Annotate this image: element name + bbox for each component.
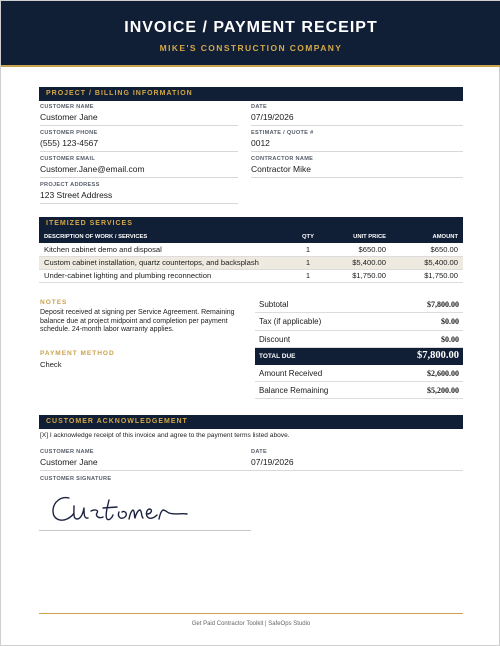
payment-method-value: Check: [40, 360, 62, 369]
row-description: Custom cabinet installation, quartz countertops, and backsplash: [39, 256, 293, 269]
row-amount: $5,400.00: [391, 256, 463, 269]
amount-received-label: Amount Received: [259, 368, 323, 378]
contractor-name-field: [251, 156, 463, 178]
ack-date-label: DATE: [251, 449, 268, 455]
ack-customer-name-label: CUSTOMER NAME: [40, 449, 94, 455]
footer-text: Get Paid Contractor Toolkit | SafeOps Studio: [191, 621, 311, 627]
signature-label-field: [40, 476, 240, 482]
amount-received-value: $2,600.00: [427, 368, 459, 378]
row-description: Kitchen cabinet demo and disposal: [39, 243, 293, 256]
balance-value: $5,200.00: [427, 386, 459, 396]
estimate-value: 0012: [251, 138, 270, 148]
customer-name-value: Customer Jane: [40, 112, 98, 122]
divider: [40, 177, 238, 178]
table-row: [39, 243, 463, 256]
customer-phone-value: (555) 123-4567: [40, 138, 99, 148]
acknowledgement-text: [X] I acknowledge receipt of this invoice and agree to the payment terms listed above.: [40, 432, 290, 439]
project-address-label: PROJECT ADDRESS: [40, 182, 100, 188]
tax-label: Tax (if applicable): [259, 317, 322, 327]
subtotal-row: [255, 296, 463, 313]
row-amount: $650.00: [391, 243, 463, 256]
table-header-row: [39, 231, 463, 243]
invoice-header: [1, 1, 500, 67]
customer-name-label: CUSTOMER NAME: [40, 104, 94, 110]
divider: [251, 151, 463, 152]
row-unit-price: $650.00: [323, 243, 391, 256]
contractor-name-label: CONTRACTOR NAME: [251, 156, 314, 162]
invoice-title: INVOICE / PAYMENT RECEIPT: [124, 19, 378, 36]
signature-label: CUSTOMER SIGNATURE: [40, 476, 112, 482]
tax-value: $0.00: [441, 317, 459, 327]
balance-label: Balance Remaining: [259, 386, 329, 396]
customer-email-label: CUSTOMER EMAIL: [40, 156, 96, 162]
col-amount: AMOUNT: [391, 231, 463, 243]
subtotal-label: Subtotal: [259, 300, 289, 309]
discount-value: $0.00: [441, 334, 459, 344]
total-due-value: $7,800.00: [417, 349, 459, 361]
row-unit-price: $1,750.00: [323, 269, 391, 282]
billing-section-header: PROJECT / BILLING INFORMATION: [39, 87, 463, 101]
estimate-field: [251, 130, 463, 152]
balance-row: [255, 382, 463, 399]
ack-customer-name-value: Customer Jane: [40, 457, 98, 467]
row-qty: 1: [293, 256, 323, 269]
footer-divider: [39, 613, 463, 614]
project-address-value: 123 Street Address: [40, 190, 113, 200]
payment-method-label: PAYMENT METHOD: [40, 350, 115, 357]
table-row: [39, 269, 463, 282]
customer-name-field: [40, 104, 238, 126]
amount-received-row: [255, 365, 463, 382]
row-qty: 1: [293, 269, 323, 282]
tax-row: [255, 313, 463, 330]
divider: [251, 177, 463, 178]
signature-image: [47, 486, 207, 530]
customer-phone-field: [40, 130, 238, 152]
divider: [40, 470, 251, 471]
date-value: 07/19/2026: [251, 112, 294, 122]
ack-date-field: [251, 449, 463, 471]
total-due-label: TOTAL DUE: [259, 352, 296, 360]
divider: [40, 125, 238, 126]
notes-label: NOTES: [40, 299, 68, 306]
customer-email-field: [40, 156, 238, 178]
contractor-name-value: Contractor Mike: [251, 164, 311, 174]
customer-email-value: Customer.Jane@email.com: [40, 164, 145, 174]
notes-text: Deposit received at signing per Service Agreement. Remaining balance due at project midpoint and completion per payment schedule. 24-month labor warranty applies.: [40, 309, 235, 334]
company-name: MIKE'S CONSTRUCTION COMPANY: [159, 43, 343, 53]
divider: [251, 470, 463, 471]
ack-date-value: 07/19/2026: [251, 457, 294, 467]
customer-phone-label: CUSTOMER PHONE: [40, 130, 98, 136]
table-row: [39, 256, 463, 269]
row-qty: 1: [293, 243, 323, 256]
row-description: Under-cabinet lighting and plumbing reconnection: [39, 269, 293, 282]
divider: [40, 151, 238, 152]
estimate-label: ESTIMATE / QUOTE #: [251, 130, 314, 136]
divider: [40, 203, 238, 204]
signature-area: [39, 486, 251, 531]
discount-label: Discount: [259, 334, 291, 344]
row-unit-price: $5,400.00: [323, 256, 391, 269]
discount-row: [255, 331, 463, 348]
date-label: DATE: [251, 104, 268, 110]
col-description: DESCRIPTION OF WORK / SERVICES: [39, 231, 293, 243]
col-qty: QTY: [293, 231, 323, 243]
services-section-header: ITEMIZED SERVICES: [39, 217, 463, 231]
row-amount: $1,750.00: [391, 269, 463, 282]
project-address-field: [40, 182, 238, 204]
acknowledgement-section-header: CUSTOMER ACKNOWLEDGEMENT: [39, 415, 463, 429]
date-field: [251, 104, 463, 126]
totals-panel: [255, 296, 463, 399]
services-table: [39, 231, 463, 283]
subtotal-value: $7,800.00: [427, 300, 459, 309]
col-unit-price: UNIT PRICE: [323, 231, 391, 243]
divider: [251, 125, 463, 126]
ack-customer-name-field: [40, 449, 251, 471]
total-due-row: [255, 348, 463, 365]
